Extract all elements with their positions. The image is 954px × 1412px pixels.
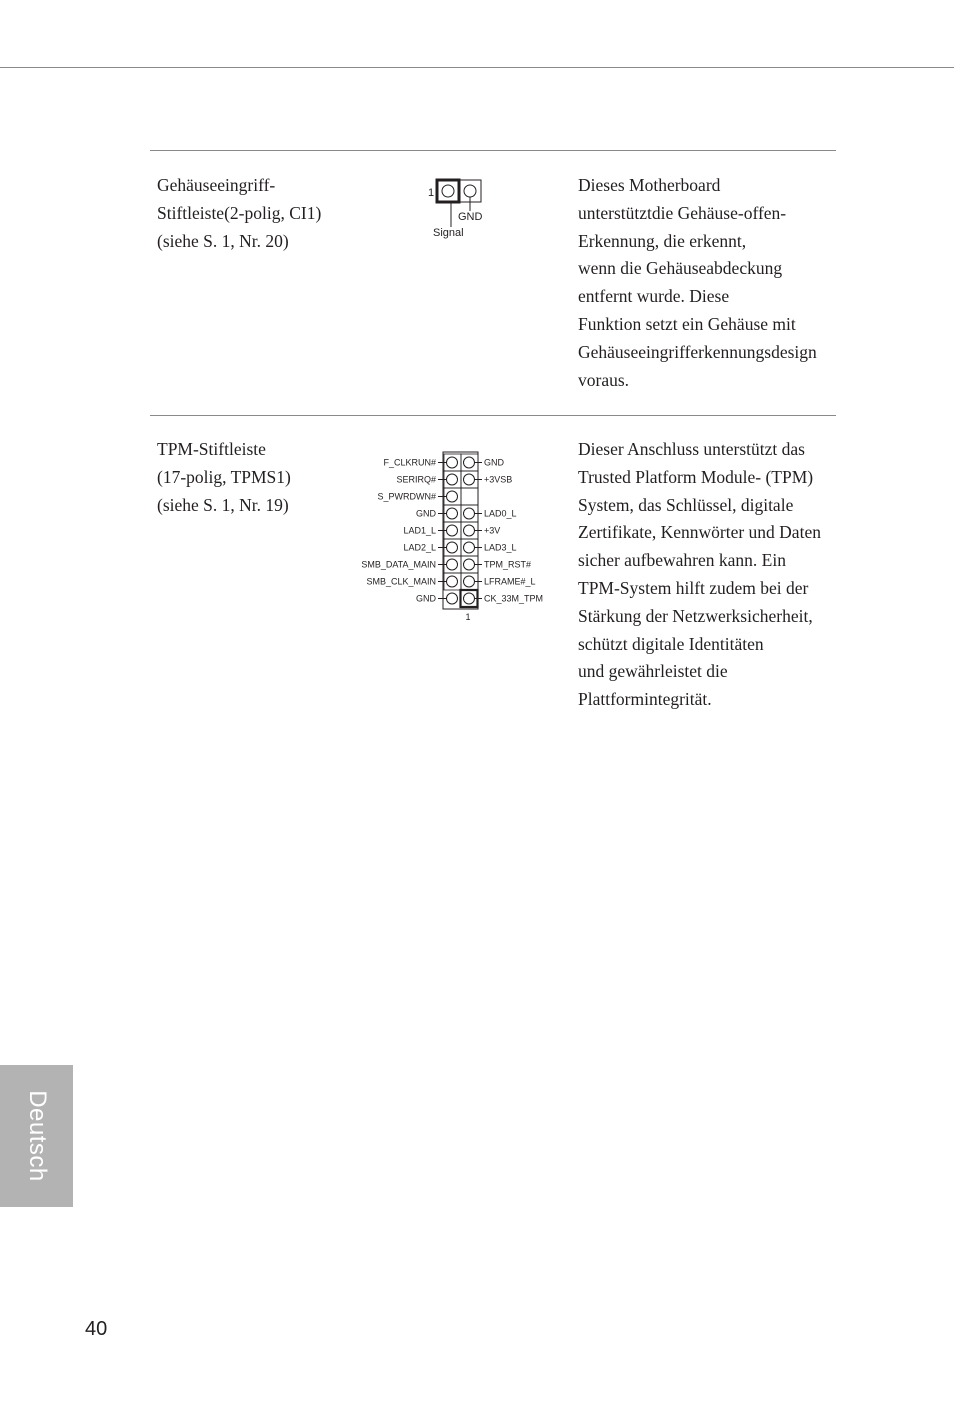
ci1-pin-icon [442,185,454,197]
tpm-left-pin-label: LAD1_L [403,525,436,536]
tpm-description-line: System, das Schlüssel, digitale [578,494,794,515]
table-row-divider [150,415,836,416]
ci1-connector-diagram [420,175,510,240]
ci1-title-line: (siehe S. 1, Nr. 20) [157,230,289,251]
ci1-description-line: Erkennung, die erkennt, [578,230,747,251]
tpm-pin-icon [447,491,458,502]
ci1-description-line: unterstütztdie Gehäuse-offen- [578,202,787,223]
tpm-description-line: sicher aufbewahren kann. Ein [578,550,786,571]
tpm-pin-icon [464,542,475,553]
tpm-right-pin-label: +3V [484,525,501,536]
tpm-pin1-label: 1 [465,612,471,622]
tpm-left-pin-label: SMB_CLK_MAIN [366,576,436,587]
tpm-description-line: Trusted Platform Module- (TPM) [578,466,814,487]
tpm-right-pin-label: LAD0_L [484,508,517,519]
tpm-title-line: (17-polig, TPMS1) [157,466,291,487]
tpm-right-pin-label: GND [484,457,504,468]
tpm-pin-icon [447,525,458,536]
tpm-pin-icon [464,559,475,570]
tpm-description-line: und gewährleistet die [578,661,728,682]
language-side-tab [0,1065,73,1207]
ci1-title [157,172,321,255]
tpm-pin-icon [447,508,458,519]
ci1-description-line: Gehäuseeingrifferkennungsdesign [578,341,817,362]
tpm-pin-icon [447,474,458,485]
tpm-right-pin-label: +3VSB [484,474,513,485]
tpm-pin-icon [464,593,475,604]
tpm-left-pin-label: S_PWRDWN# [377,491,436,502]
ci1-title-line: Stiftleiste(2-polig, CI1) [157,202,322,223]
tpm-description-line: Dieser Anschluss unterstützt das [578,439,805,459]
tpm-left-pin-label: F_CLKRUN# [383,457,436,468]
ci1-pin1-square [437,180,459,202]
tpm-title-line: (siehe S. 1, Nr. 19) [157,494,289,515]
header-rule [0,67,954,68]
language-side-tab-label: Deutsch [23,1090,51,1182]
tpm-description-line: Plattformintegrität. [578,689,712,710]
tpm-left-pin-label: SERIRQ# [396,474,436,485]
tpm-connector-diagram [340,448,570,628]
tpm-description-line: Zertifikate, Kennwörter und Daten [578,522,821,543]
tpm-right-pin-label: CK_33M_TPM [484,593,544,604]
table-row-divider [150,150,836,151]
ci1-description-line: Dieses Motherboard [578,175,721,195]
ci1-description-line: Funktion setzt ein Gehäuse mit [578,313,796,334]
ci1-title-line: Gehäuseeingriff- [157,175,276,195]
tpm-pin-icon [447,576,458,587]
tpm-pin-icon [464,576,475,587]
tpm-pin-cell [461,488,478,505]
tpm-pin-icon [447,559,458,570]
tpm-right-pin-label: TPM_RST# [484,559,532,570]
ci1-description-line: wenn die Gehäuseabdeckung [578,258,783,279]
tpm-pin-icon [447,457,458,468]
tpm-right-pin-label: LFRAME#_L [484,576,536,587]
tpm-pin-icon [447,593,458,604]
ci1-description-line: voraus. [578,369,630,390]
ci1-pin1-label: 1 [428,187,435,199]
tpm-right-pin-label: LAD3_L [484,542,517,553]
page-number: 40 [85,1318,108,1340]
ci1-signal-label: Signal [433,227,464,239]
tpm-title [157,436,291,519]
tpm-left-pin-label: SMB_DATA_MAIN [361,559,436,570]
tpm-left-pin-label: LAD2_L [403,542,436,553]
tpm-pin-grid [361,452,543,609]
tpm-description [578,436,821,714]
tpm-pin-icon [464,474,475,485]
ci1-description [578,172,817,394]
tpm-description-line: schützt digitale Identitäten [578,633,764,654]
tpm-description-line: Stärkung der Netzwerksicherheit, [578,605,813,626]
tpm-pin-icon [447,542,458,553]
tpm-description-line: TPM-System hilft zudem bei der [578,577,809,598]
tpm-pin-icon [464,525,475,536]
tpm-pin-icon [464,457,475,468]
tpm-left-pin-label: GND [416,593,436,604]
tpm-pin-icon [464,508,475,519]
ci1-gnd-label: GND [458,211,483,223]
tpm-title-line: TPM-Stiftleiste [157,439,266,459]
ci1-description-line: entfernt wurde. Diese [578,286,730,307]
tpm-left-pin-label: GND [416,508,436,519]
ci1-pin-icon [464,185,476,197]
